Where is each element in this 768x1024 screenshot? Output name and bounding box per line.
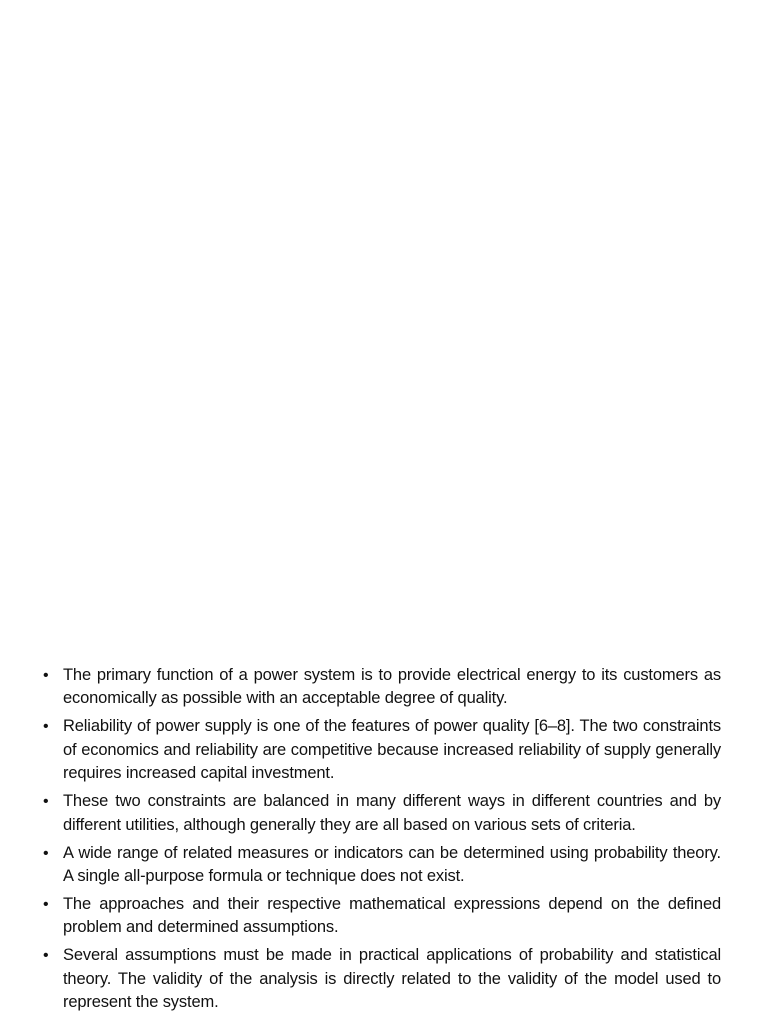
bullet-item: • Several assumptions must be made in practical applications of probability and statistical theory. The validity of the analysis is directly related to the validity of the model used to represent the system.: [40, 944, 721, 1014]
bullet-item: • The primary function of a power system is to provide electrical energy to its customers as economically as possible with an acceptable degree of quality.: [40, 664, 721, 711]
bullet-item: • A wide range of related measures or indicators can be determined using probability theory. A single all-purpose formula or technique does not exist.: [40, 842, 721, 889]
bullet-list: [40, 664, 721, 1019]
bullet-item: • The approaches and their respective mathematical expressions depend on the defined problem and determined assumptions.: [40, 893, 721, 940]
bullet-item: • These two constraints are balanced in many different ways in different countries and by different utilities, although generally they are all based on various sets of criteria.: [40, 790, 721, 837]
bullet-item: • Reliability of power supply is one of the features of power quality [6–8]. The two constraints of economics and reliability are competitive because increased reliability of supply generally requires increased capital investment.: [40, 715, 721, 785]
